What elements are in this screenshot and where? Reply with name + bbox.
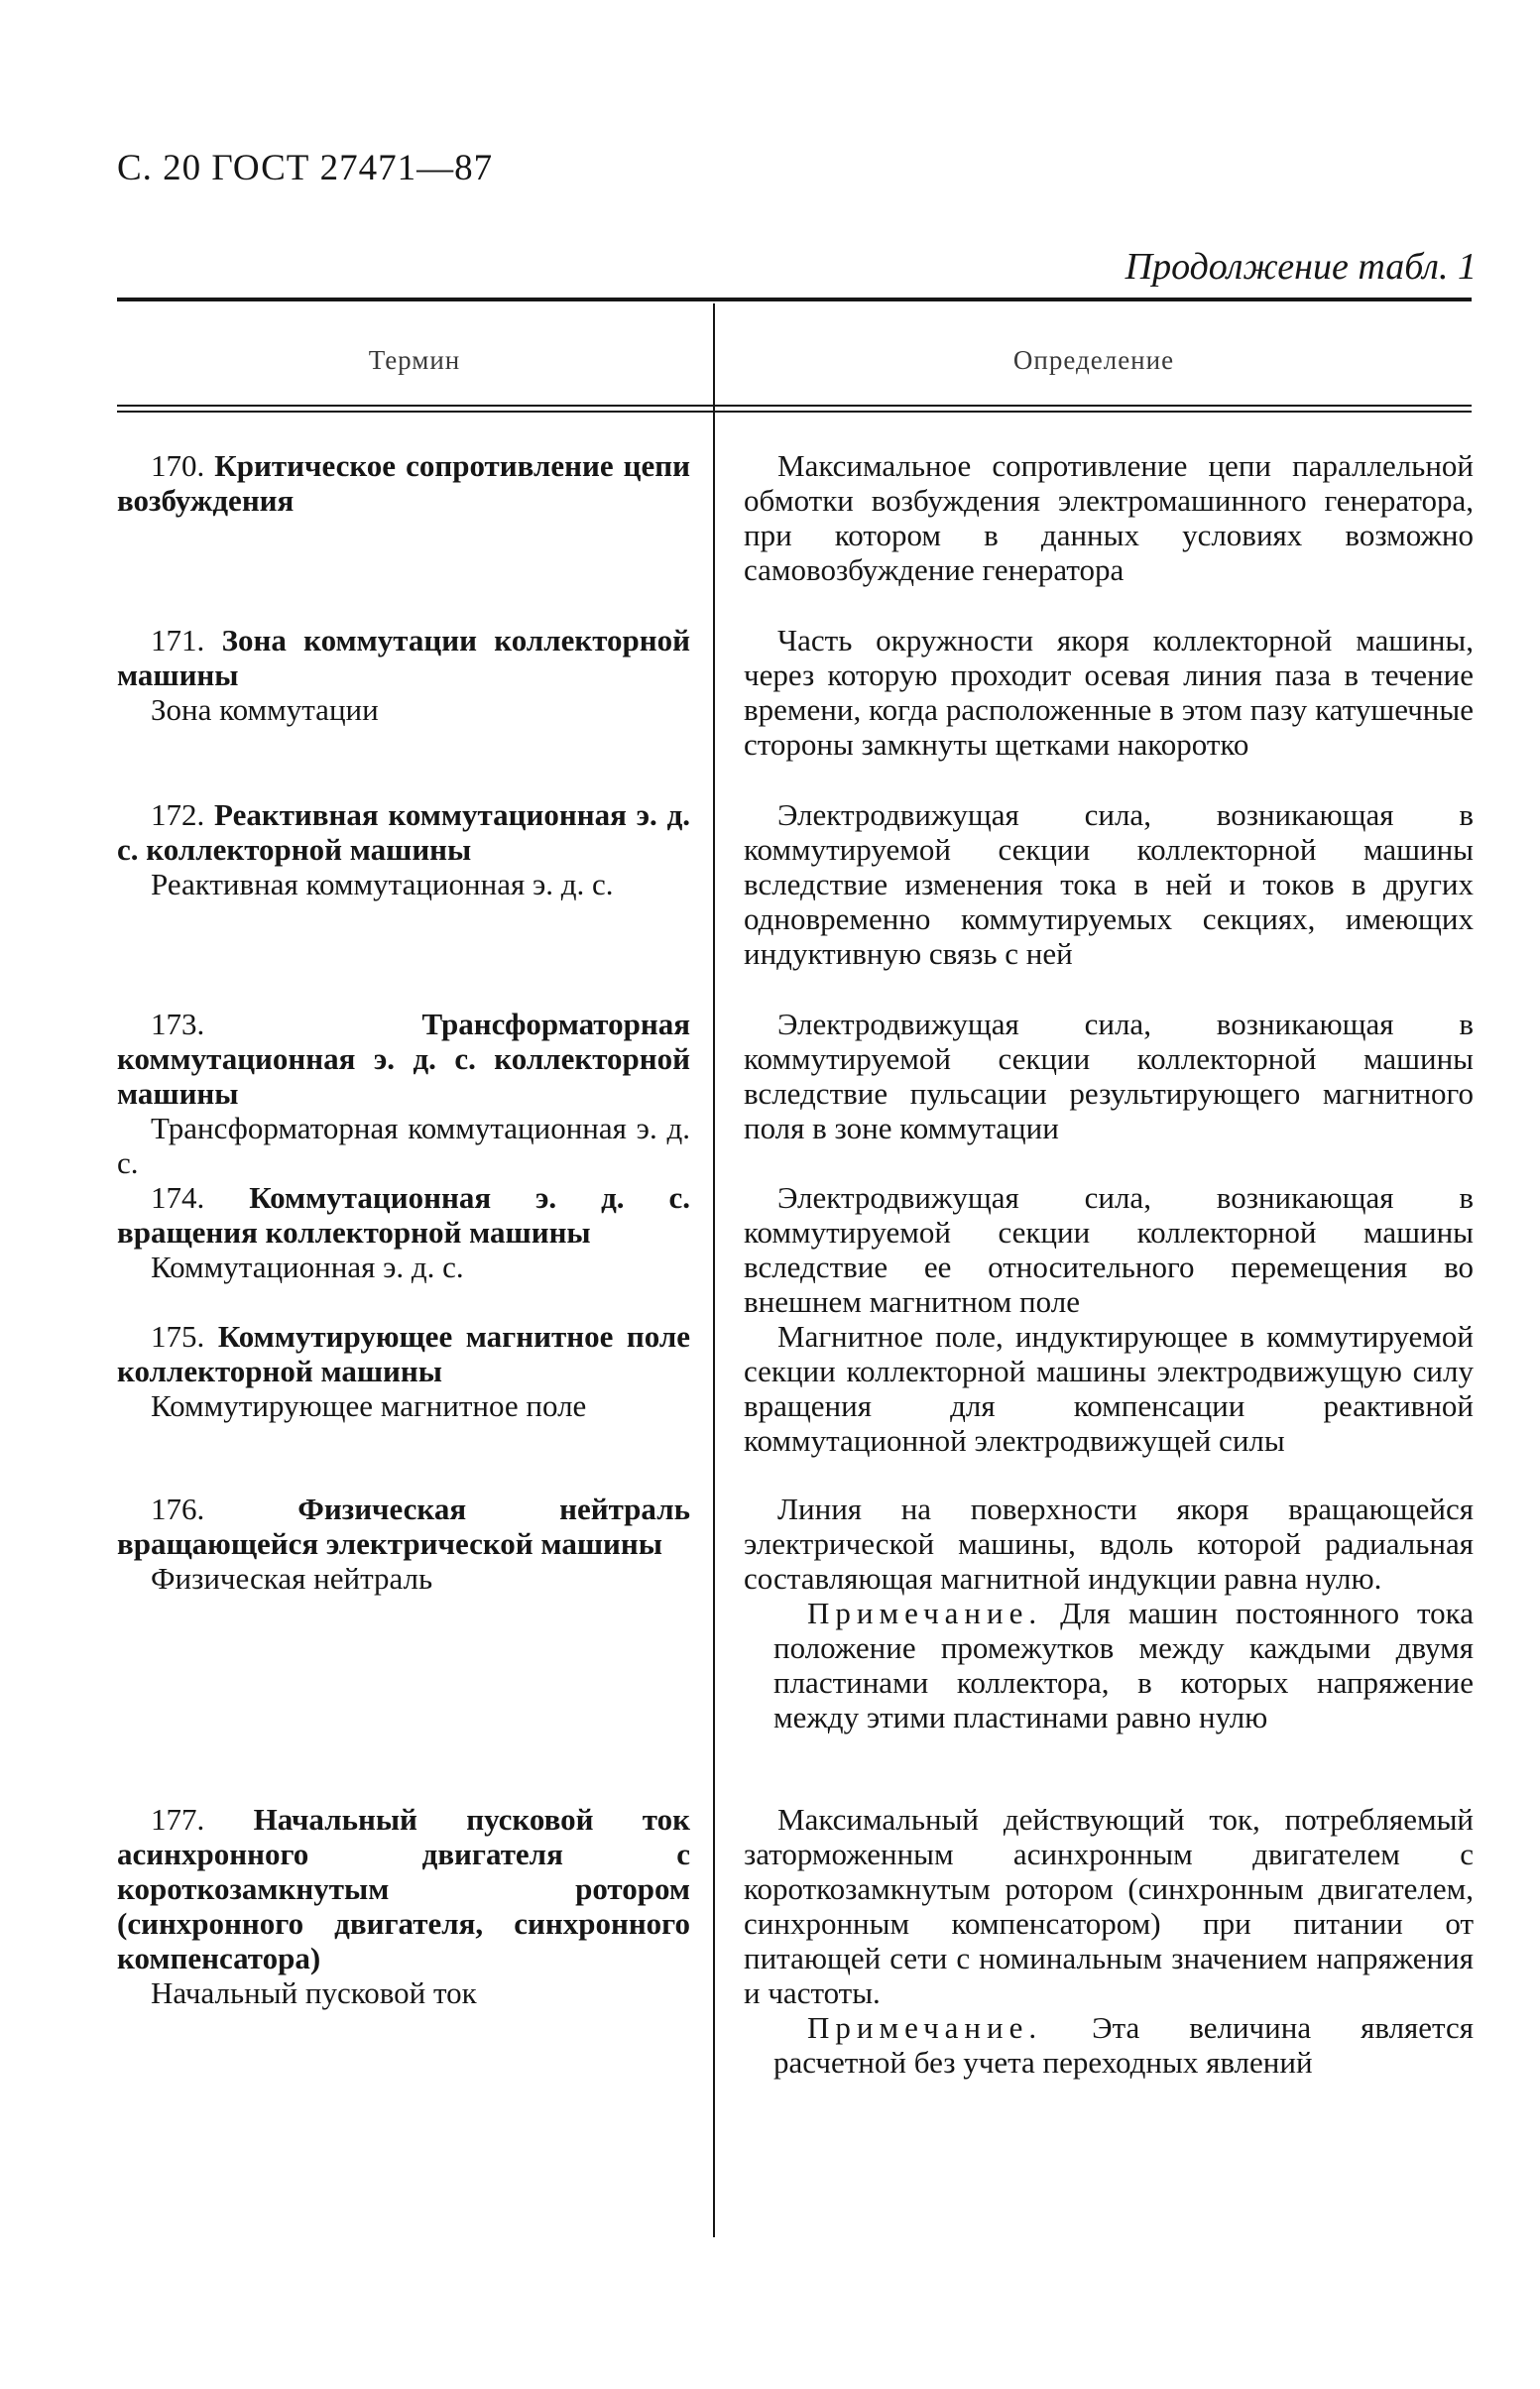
definition-text: Линия на поверхности якоря вращающейся электрической машины, вдоль которой радиальная составляющая магнитной индукции равна нулю.: [744, 1492, 1474, 1596]
term-short-form: Коммутационная э. д. с.: [151, 1250, 464, 1284]
term-title: Физическая нейтраль вращающейся электрической машины: [117, 1492, 690, 1561]
note-text: Для машин постоянного тока положение промежутков между каждыми двумя пластинами коллектора, в которых напряжение между этими пластинами равно нулю: [773, 1596, 1474, 1734]
definition-text: Электродвижущая сила, возникающая в коммутируемой секции коллекторной машины вследствие пульсации результирующего магнитного поля в зоне коммутации: [744, 1007, 1474, 1145]
term-number: 171.: [151, 623, 205, 657]
term-number: 175.: [151, 1319, 205, 1354]
term-cell-175: [117, 1319, 690, 1423]
term-cell-172: [117, 797, 690, 901]
term-short-form: Трансформаторная коммутационная э. д. с.: [117, 1111, 690, 1180]
column-header-term: Термин: [368, 345, 461, 375]
term-number: 172.: [151, 797, 205, 832]
definition-cell-171: [744, 623, 1474, 762]
column-header-definition: Определение: [1012, 345, 1175, 375]
term-number: 177.: [151, 1802, 205, 1837]
definition-text: Электродвижущая сила, возникающая в коммутируемой секции коллекторной машины вследствие изменения тока в ней и токов в других одновременно коммутируемых секциях, имеющих индуктивную связь с ней: [744, 797, 1474, 971]
term-short-form: Зона коммутации: [151, 692, 379, 727]
term-short-form: Физическая нейтраль: [151, 1561, 433, 1596]
definition-cell-177: [744, 1802, 1474, 2080]
term-title: Начальный пусковой ток асинхронного двигателя с короткозамкнутым ротором (синхронного двигателя, синхронного компенсатора): [117, 1802, 690, 1975]
term-cell-170: [117, 448, 690, 518]
definition-cell-173: [744, 1007, 1474, 1145]
definition-cell-174: [744, 1180, 1474, 1319]
definition-cell-172: [744, 797, 1474, 971]
term-title: Коммутирующее магнитное поле коллекторной машины: [117, 1319, 691, 1388]
page-header: С. 20 ГОСТ 27471—87: [117, 148, 494, 188]
term-cell-176: [117, 1492, 690, 1596]
term-cell-173: [117, 1007, 690, 1180]
table-column-divider: [713, 303, 715, 2237]
term-cell-171: [117, 623, 690, 727]
term-number: 176.: [151, 1492, 205, 1526]
term-short-form: Реактивная коммутационная э. д. с.: [151, 867, 614, 901]
definition-cell-175: [744, 1319, 1474, 1458]
term-short-form: Коммутирующее магнитное поле: [151, 1388, 587, 1423]
term-number: 170.: [151, 448, 205, 483]
note-177: [773, 2010, 1474, 2080]
table-head-rule-2: [117, 411, 1472, 413]
definition-text: Электродвижущая сила, возникающая в коммутируемой секции коллекторной машины вследствие ее относительного перемещения во внешнем магнитном поле: [744, 1180, 1474, 1319]
table-top-rule: [117, 298, 1472, 301]
definition-cell-170: [744, 448, 1474, 587]
definition-text: Максимальное сопротивление цепи параллельной обмотки возбуждения электромашинного генератора, при котором в данных условиях возможно самовозбуждение генератора: [744, 448, 1474, 587]
note-text: Эта величина является расчетной без учета переходных явлений: [773, 2010, 1474, 2080]
term-title: Коммутационная э. д. с. вращения коллекторной машины: [117, 1180, 690, 1250]
term-title: Реактивная коммутационная э. д. с. коллекторной машины: [117, 797, 691, 867]
definition-text: Магнитное поле, индуктирующее в коммутируемой секции коллекторной машины электродвижущую силу вращения для компенсации реактивной коммутационной электродвижущей силы: [744, 1319, 1474, 1458]
note-label: Примечание.: [807, 2010, 1043, 2045]
table-continuation-label: Продолжение табл. 1: [1125, 246, 1477, 288]
note-label: Примечание.: [807, 1596, 1043, 1630]
term-title: Трансформаторная коммутационная э. д. с. коллекторной машины: [117, 1007, 690, 1111]
definition-cell-176: [744, 1492, 1474, 1734]
term-number: 173.: [151, 1007, 205, 1041]
table-head-rule-1: [117, 405, 1472, 407]
term-short-form: Начальный пусковой ток: [151, 1975, 477, 2010]
term-number: 174.: [151, 1180, 205, 1215]
term-cell-177: [117, 1802, 690, 2010]
definition-text: Часть окружности якоря коллекторной машины, через которую проходит осевая линия паза в течение времени, когда расположенные в этом пазу катушечные стороны замкнуты щетками накоротко: [744, 623, 1474, 762]
term-title: Критическое сопротивление цепи возбуждения: [117, 448, 690, 518]
term-title: Зона коммутации коллекторной машины: [117, 623, 690, 692]
note-176: [773, 1596, 1474, 1734]
definition-text: Максимальный действующий ток, потребляемый заторможенным асинхронным двигателем с короткозамкнутым ротором (синхронным двигателем, синхронным компенсатором) при питании от питающей сети с номинальным значением напряжения и частоты.: [744, 1802, 1474, 2010]
term-cell-174: [117, 1180, 690, 1284]
